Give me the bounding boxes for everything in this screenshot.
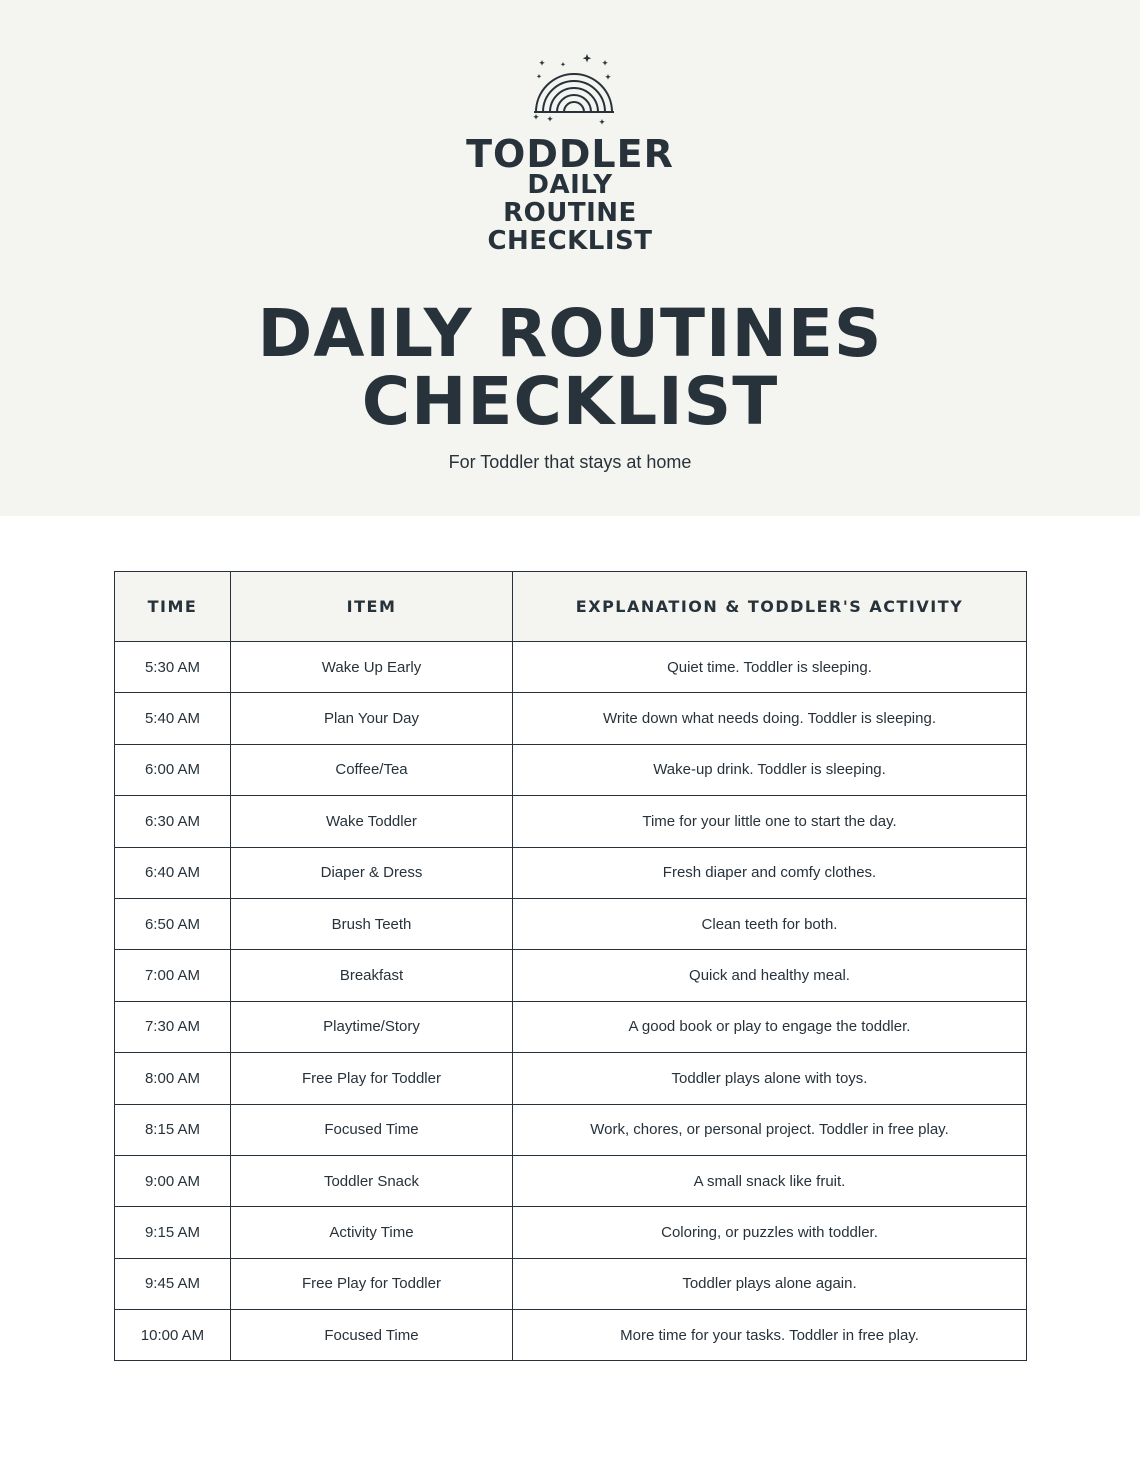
- explanation-cell: Time for your little one to start the day.: [513, 796, 1027, 847]
- item-cell: Focused Time: [231, 1310, 513, 1361]
- table-row: [115, 847, 1027, 898]
- routine-table: [114, 571, 1027, 1361]
- time-cell: 6:30 AM: [115, 796, 231, 847]
- item-cell: Activity Time: [231, 1207, 513, 1258]
- explanation-cell: Toddler plays alone with toys.: [513, 1053, 1027, 1104]
- explanation-cell: Coloring, or puzzles with toddler.: [513, 1207, 1027, 1258]
- item-cell: Coffee/Tea: [231, 744, 513, 795]
- explanation-cell: Quick and healthy meal.: [513, 950, 1027, 1001]
- table-row: [115, 693, 1027, 744]
- column-header-explanation: EXPLANATION & TODDLER'S ACTIVITY: [513, 572, 1027, 642]
- time-cell: 5:40 AM: [115, 693, 231, 744]
- item-cell: Free Play for Toddler: [231, 1258, 513, 1309]
- logo-text-line-2: DAILY: [527, 170, 613, 200]
- explanation-cell: Work, chores, or personal project. Toddler in free play.: [513, 1104, 1027, 1155]
- time-cell: 9:15 AM: [115, 1207, 231, 1258]
- column-header-time: TIME: [115, 572, 231, 642]
- item-cell: Wake Toddler: [231, 796, 513, 847]
- table-row: [115, 1258, 1027, 1309]
- explanation-cell: Wake-up drink. Toddler is sleeping.: [513, 744, 1027, 795]
- table-row: [115, 642, 1027, 693]
- explanation-cell: Toddler plays alone again.: [513, 1258, 1027, 1309]
- item-cell: Free Play for Toddler: [231, 1053, 513, 1104]
- page-subtitle: For Toddler that stays at home: [448, 452, 692, 472]
- item-cell: Plan Your Day: [231, 693, 513, 744]
- table-row: [115, 950, 1027, 1001]
- explanation-cell: More time for your tasks. Toddler in free play.: [513, 1310, 1027, 1361]
- explanation-cell: Fresh diaper and comfy clothes.: [513, 847, 1027, 898]
- time-cell: 5:30 AM: [115, 642, 231, 693]
- rainbow-logo-icon: [530, 52, 618, 128]
- table-row: [115, 1207, 1027, 1258]
- item-cell: Breakfast: [231, 950, 513, 1001]
- table-row: [115, 898, 1027, 949]
- time-cell: 8:00 AM: [115, 1053, 231, 1104]
- item-cell: Focused Time: [231, 1104, 513, 1155]
- explanation-cell: Write down what needs doing. Toddler is sleeping.: [513, 693, 1027, 744]
- time-cell: 6:00 AM: [115, 744, 231, 795]
- logo-text-line-1: TODDLER: [466, 132, 674, 176]
- explanation-cell: A good book or play to engage the toddler.: [513, 1001, 1027, 1052]
- item-cell: Diaper & Dress: [231, 847, 513, 898]
- time-cell: 9:00 AM: [115, 1155, 231, 1206]
- time-cell: 9:45 AM: [115, 1258, 231, 1309]
- time-cell: 8:15 AM: [115, 1104, 231, 1155]
- table-row: [115, 744, 1027, 795]
- table-row: [115, 1155, 1027, 1206]
- explanation-cell: Clean teeth for both.: [513, 898, 1027, 949]
- time-cell: 10:00 AM: [115, 1310, 231, 1361]
- logo-text-line-4: CHECKLIST: [487, 226, 653, 256]
- item-cell: Playtime/Story: [231, 1001, 513, 1052]
- table-row: [115, 1053, 1027, 1104]
- table-row: [115, 1001, 1027, 1052]
- table-row: [115, 1310, 1027, 1361]
- time-cell: 7:00 AM: [115, 950, 231, 1001]
- table-body: [115, 642, 1027, 1361]
- time-cell: 6:50 AM: [115, 898, 231, 949]
- explanation-cell: A small snack like fruit.: [513, 1155, 1027, 1206]
- time-cell: 6:40 AM: [115, 847, 231, 898]
- page-title-line-1: DAILY ROUTINES: [257, 295, 883, 372]
- item-cell: Wake Up Early: [231, 642, 513, 693]
- table-header-row: [115, 572, 1027, 642]
- explanation-cell: Quiet time. Toddler is sleeping.: [513, 642, 1027, 693]
- table-row: [115, 1104, 1027, 1155]
- logo-text-line-3: ROUTINE: [503, 198, 637, 228]
- page-title-line-2: CHECKLIST: [361, 363, 779, 440]
- time-cell: 7:30 AM: [115, 1001, 231, 1052]
- item-cell: Toddler Snack: [231, 1155, 513, 1206]
- column-header-item: ITEM: [231, 572, 513, 642]
- item-cell: Brush Teeth: [231, 898, 513, 949]
- table-row: [115, 796, 1027, 847]
